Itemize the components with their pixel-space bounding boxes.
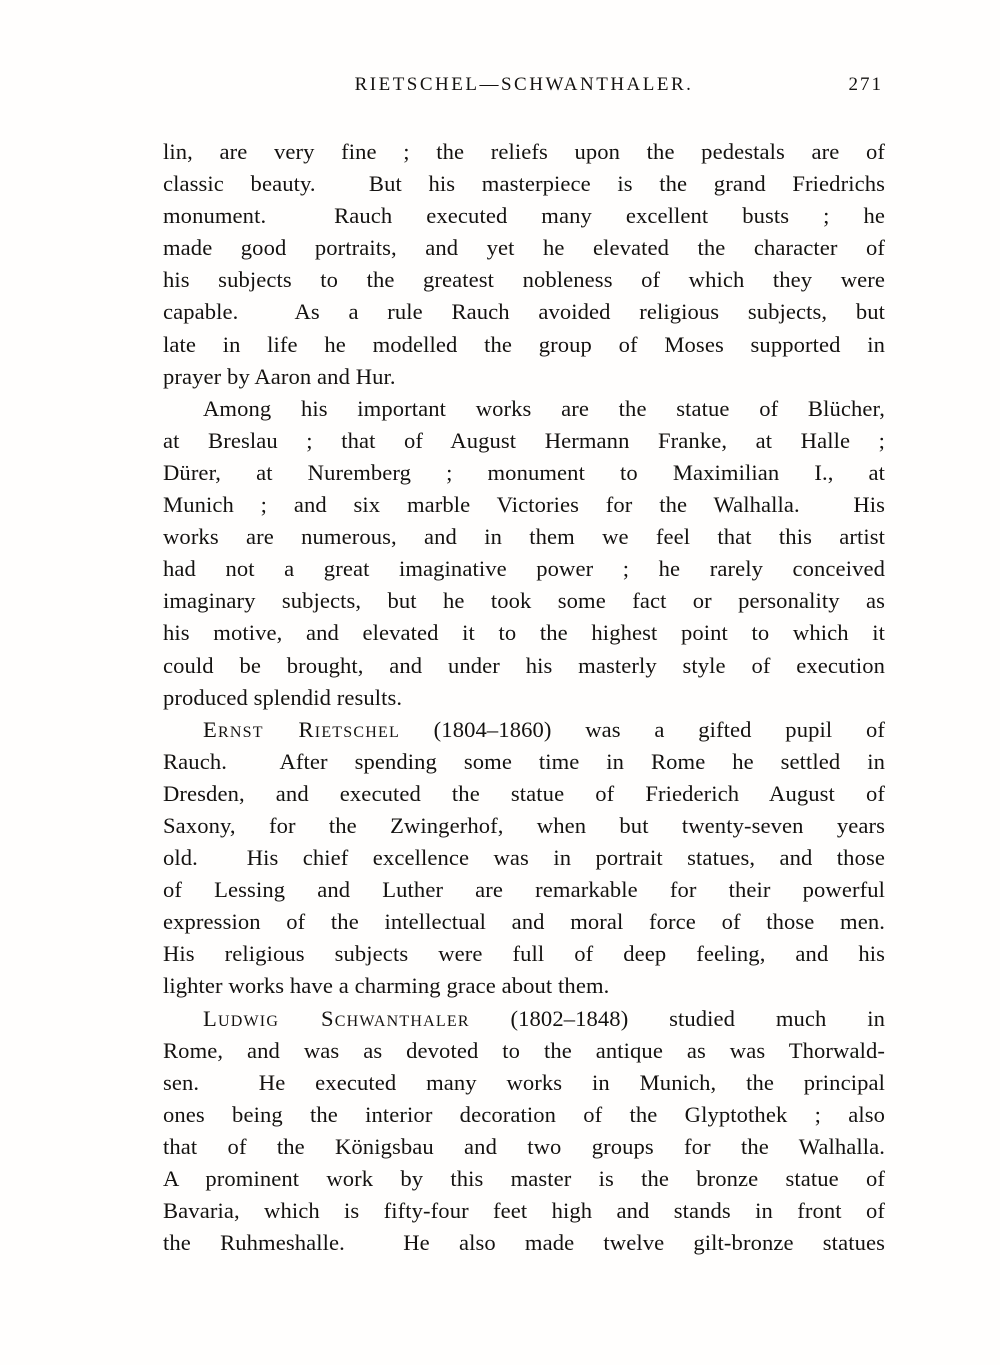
text-line: at Breslau ; that of August Hermann Franke, at Halle ; bbox=[163, 427, 885, 453]
text-line: the Ruhmeshalle. He also made twelve gilt-bronze statues bbox=[163, 1230, 885, 1256]
text-line: monument. Rauch executed many excellent busts ; he bbox=[163, 203, 885, 229]
text-line: Dürer, at Nuremberg ; monument to Maximilian I., at bbox=[163, 459, 885, 485]
text-line: late in life he modelled the group of Moses supported in bbox=[163, 331, 885, 357]
text-line: made good portraits, and yet he elevated the character of bbox=[163, 235, 885, 261]
text-line: Bavaria, which is fifty-four feet high and stands in front of bbox=[163, 1198, 885, 1224]
text-line: Among his important works are the statue of Blücher, bbox=[203, 395, 885, 421]
text-line: sen. He executed many works in Munich, the principal bbox=[163, 1069, 885, 1095]
text-line: Rome, and was as devoted to the antique as was Thorwald- bbox=[163, 1037, 885, 1063]
person-name-smallcaps: Ludwig Schwanthaler bbox=[203, 1005, 470, 1031]
person-name-smallcaps: Ernst Rietschel bbox=[203, 716, 400, 742]
text-line: ones being the interior decoration of the Glyptothek ; also bbox=[163, 1101, 885, 1127]
text-line: his subjects to the greatest nobleness of which they were bbox=[163, 267, 885, 293]
text-line: prayer by Aaron and Hur. bbox=[163, 363, 396, 389]
text-line: could be brought, and under his masterly style of execution bbox=[163, 652, 885, 678]
text-run: (1804–1860) was a gifted pupil of bbox=[399, 716, 885, 742]
page-header bbox=[163, 74, 885, 100]
text-line: works are numerous, and in them we feel that this artist bbox=[163, 524, 885, 550]
text-line: Dresden, and executed the statue of Friederich August of bbox=[163, 780, 885, 806]
text-line: his motive, and elevated it to the highest point to which it bbox=[163, 620, 885, 646]
text-line: imaginary subjects, but he took some fact or personality as bbox=[163, 588, 885, 614]
text-line: A prominent work by this master is the bronze statue of bbox=[163, 1166, 885, 1191]
text-line: classic beauty. But his masterpiece is the grand Friedrichs bbox=[163, 171, 885, 197]
text-line: Munich ; and six marble Victories for the Walhalla. His bbox=[163, 492, 885, 518]
page-number: 271 bbox=[848, 74, 883, 95]
running-title: RIETSCHEL—SCHWANTHALER. bbox=[354, 74, 694, 95]
text-line: His religious subjects were full of deep feeling, and his bbox=[163, 941, 885, 967]
text-line: lighter works have a charming grace about them. bbox=[163, 973, 610, 999]
page-body bbox=[163, 136, 885, 1259]
text-line: expression of the intellectual and moral force of those men. bbox=[163, 909, 885, 935]
text-line: produced splendid results. bbox=[163, 684, 403, 710]
text-line: capable. As a rule Rauch avoided religious subjects, but bbox=[163, 299, 885, 325]
text-line bbox=[163, 1003, 885, 1035]
text-line: old. His chief excellence was in portrait statues, and those bbox=[163, 845, 885, 871]
text-line bbox=[163, 714, 885, 746]
text-line: lin, are very fine ; the reliefs upon the pedestals are of bbox=[163, 139, 885, 164]
text-line: that of the Königsbau and two groups for the Walhalla. bbox=[163, 1133, 885, 1159]
text-line: Saxony, for the Zwingerhof, when but twenty-seven years bbox=[163, 812, 885, 838]
text-run: (1802–1848) studied much in bbox=[469, 1005, 885, 1031]
text-line: had not a great imaginative power ; he rarely conceived bbox=[163, 556, 885, 582]
text-line: of Lessing and Luther are remarkable for their powerful bbox=[163, 877, 885, 903]
text-line: Rauch. After spending some time in Rome he settled in bbox=[163, 748, 885, 774]
